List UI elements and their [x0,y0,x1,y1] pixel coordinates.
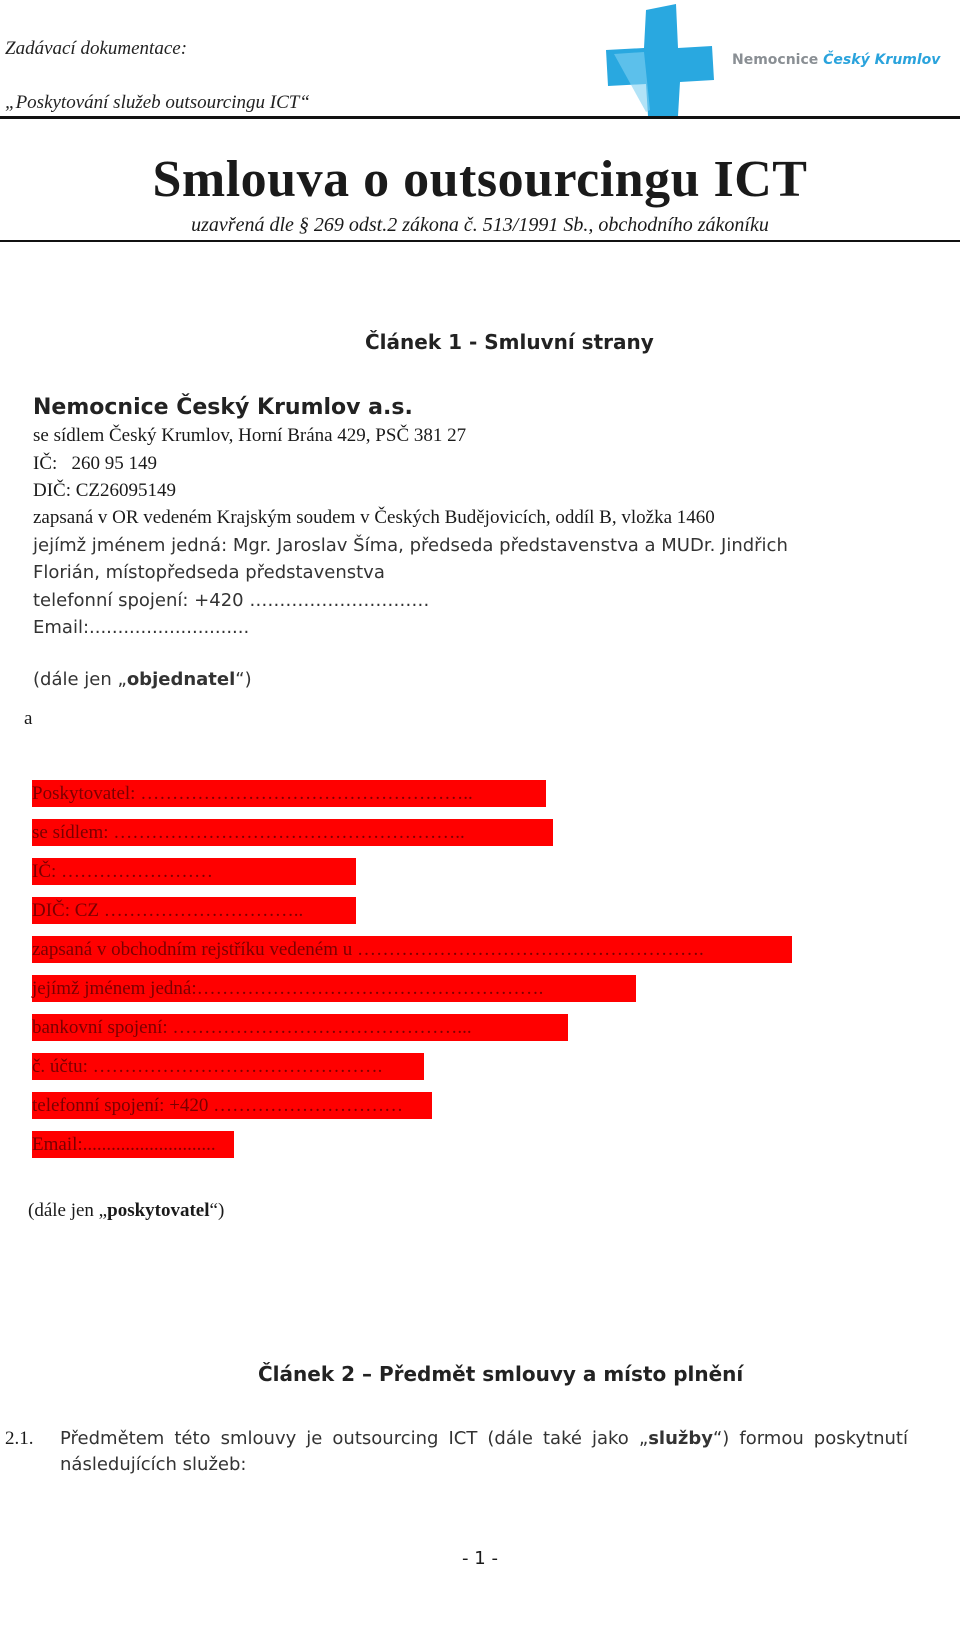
client-dic: DIČ: CZ26095149 [33,480,177,501]
title-rule [0,240,960,242]
article-2-heading: Článek 2 – Předmět smlouvy a místo plnění [258,1362,744,1386]
client-name: Nemocnice Český Krumlov a.s. [33,395,413,420]
provider-registry-field: zapsaná v obchodním rejstříku vedeném u ………………………………………………. [32,936,792,963]
client-registered: zapsaná v OR vedeném Krajským soudem v Českých Budějovicích, oddíl B, vložka 1460 [33,507,715,528]
page-title: Smlouva o outsourcingu ICT [152,151,808,208]
provider-email-field: Email:............................ [32,1131,234,1158]
provider-ic-field: IČ: …………………… [32,858,356,885]
item-2-1-text-line1: Předmětem této smlouvy je outsourcing ICT (dále také jako „služby“) formou poskytnutí [60,1428,908,1449]
provider-representative-field: jejímž jménem jedná:………………………………………………. [32,975,636,1002]
client-alias: (dále jen „objednatel“) [33,669,252,690]
client-representative-line1: jejímž jménem jedná: Mgr. Jaroslav Šíma, předseda představenstva a MUDr. Jindřich [33,535,788,556]
provider-account-field: č. účtu: ………………………………………. [32,1053,424,1080]
provider-alias: (dále jen „poskytovatel“) [28,1200,225,1221]
client-seat: se sídlem Český Krumlov, Horní Brána 429, PSČ 381 27 [33,425,467,446]
page-subtitle: uzavřená dle § 269 odst.2 zákona č. 513/1991 Sb., obchodního zákoníku [191,214,769,236]
header-rule [0,116,960,119]
hospital-logo-text: Nemocnice Český Krumlov [732,52,941,68]
provider-phone-field: telefonní spojení: +420 ………………………… [32,1092,432,1119]
client-ic: IČ: 260 95 149 [33,453,158,474]
page-number: - 1 - [462,1548,498,1569]
conjunction-and: a [24,708,33,729]
provider-seat-field: se sídlem: ……………………………………………….. [32,819,553,846]
client-phone: telefonní spojení: +420 ………………………… [33,590,430,611]
hospital-logo-cross-icon [606,4,716,116]
header-doc-title: „Poskytování služeb outsourcingu ICT“ [5,92,310,113]
header-doc-label: Zadávací dokumentace: [5,38,188,59]
article-1-heading: Článek 1 - Smluvní strany [365,330,654,354]
provider-name-field: Poskytovatel: …………………………………………….. [32,780,546,807]
item-2-1-number: 2.1. [5,1428,34,1449]
provider-bank-field: bankovní spojení: ………………………………………... [32,1014,568,1041]
client-representative-line2: Florián, místopředseda představenstva [33,562,385,583]
provider-dic-field: DIČ: CZ ………………………….. [32,897,356,924]
item-2-1-text-line2: následujících služeb: [60,1454,247,1475]
client-email: Email:............................ [33,617,250,638]
